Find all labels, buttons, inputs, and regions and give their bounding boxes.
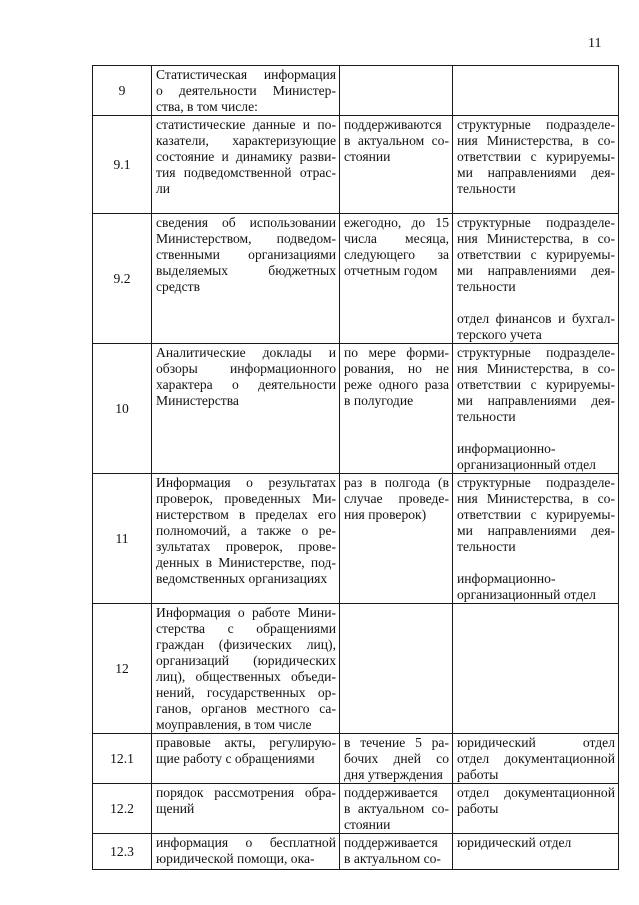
- row-number: 10: [93, 344, 152, 474]
- responsible-line: ми направлениями дея-: [457, 393, 615, 408]
- description-line: характера о деятельности: [156, 377, 336, 392]
- period-cell: [340, 344, 453, 474]
- period-cell: [340, 734, 453, 784]
- period-line: реже одного раза: [344, 377, 449, 392]
- description-line: о деятельности Министер-: [156, 83, 336, 98]
- description-line: проверок, проведенных Ми-: [156, 491, 336, 506]
- responsible-line: информационно-: [457, 571, 556, 586]
- period-line: в актуальном со-: [344, 133, 449, 148]
- description-line: средств: [156, 279, 200, 294]
- description-line: казатели, характеризующие: [156, 133, 336, 148]
- row-number: 9.1: [93, 116, 152, 214]
- description-line: граждан (физических лиц),: [156, 637, 336, 652]
- description-line: нений, государственных ор-: [156, 685, 336, 700]
- table-row: [93, 344, 619, 474]
- description-line: обзоры информационного: [156, 361, 336, 376]
- description-line: информация о бесплатной: [156, 835, 336, 850]
- table-row: [93, 734, 619, 784]
- row-number: 12: [93, 604, 152, 734]
- table-row: [93, 214, 619, 344]
- responsible-line: структурные подразделе-: [457, 117, 615, 132]
- responsible-cell: [453, 604, 619, 734]
- responsible-line: тельности: [457, 279, 516, 294]
- description-line: моуправления, в том числе: [156, 717, 312, 732]
- table-row: [93, 116, 619, 214]
- description-line: Аналитические доклады и: [156, 345, 336, 360]
- description-line: ства, в том числе:: [156, 99, 258, 114]
- responsible-line: ответствии с курируемы-: [457, 149, 615, 164]
- period-line: в актуальном со-: [344, 851, 441, 866]
- description-line: сведения об использовании: [156, 215, 336, 230]
- disclosure-table: [92, 65, 619, 870]
- responsible-line: структурные подразделе-: [457, 475, 615, 490]
- description-line: стерства с обращениями: [156, 621, 336, 636]
- description-line: нистерством в пределах его: [156, 507, 336, 522]
- description-cell: [152, 214, 340, 344]
- description-cell: [152, 734, 340, 784]
- period-line: в полугодие: [344, 393, 414, 408]
- description-line: тия подведомственной отрас-: [156, 165, 336, 180]
- spacer: [457, 425, 615, 441]
- period-line: дня утверждения: [344, 767, 443, 782]
- responsible-line: информационно-: [457, 441, 556, 456]
- responsible-cell: [453, 834, 619, 870]
- description-cell: [152, 474, 340, 604]
- description-line: состояние и динамику разви-: [156, 149, 336, 164]
- row-number: 9.2: [93, 214, 152, 344]
- table-row: [93, 66, 619, 116]
- description-line: Министерством, подведом-: [156, 231, 336, 246]
- period-line: по мере форми-: [344, 345, 449, 360]
- description-cell: [152, 604, 340, 734]
- responsible-line: отдел документационной: [457, 785, 615, 800]
- description-line: зультатах проверок, прове-: [156, 539, 336, 554]
- description-line: Информация о результатах: [156, 475, 336, 490]
- period-line: стоянии: [344, 817, 391, 832]
- description-line: лиц), общественных объеди-: [156, 669, 336, 684]
- table-row: [93, 474, 619, 604]
- description-line: щений: [156, 801, 195, 816]
- period-cell: [340, 784, 453, 834]
- period-cell: [340, 116, 453, 214]
- responsible-line: терского учета: [457, 327, 542, 342]
- period-line: ежегодно, до 15: [344, 215, 449, 230]
- description-line: ганов, органов местного са-: [156, 701, 336, 716]
- table-row: [93, 604, 619, 734]
- responsible-line: тельности: [457, 409, 516, 424]
- responsible-line: ния Министерства, в со-: [457, 361, 615, 376]
- row-number: 12.2: [93, 784, 152, 834]
- responsible-line: тельности: [457, 539, 516, 554]
- responsible-line: ми направлениями дея-: [457, 263, 615, 278]
- period-cell: [340, 474, 453, 604]
- period-line: стоянии: [344, 149, 391, 164]
- description-line: правовые акты, регулирую-: [156, 735, 336, 750]
- responsible-line: ния Министерства, в со-: [457, 491, 615, 506]
- responsible-line: структурные подразделе-: [457, 215, 615, 230]
- description-line: Министерства: [156, 393, 239, 408]
- row-number: 9: [93, 66, 152, 116]
- description-line: щие работу с обращениями: [156, 751, 315, 766]
- period-line: в актуальном со-: [344, 801, 449, 816]
- responsible-line: ния Министерства, в со-: [457, 133, 615, 148]
- description-line: статистические данные и по-: [156, 117, 336, 132]
- responsible-line: ответствии с курируемы-: [457, 377, 615, 392]
- period-line: в течение 5 ра-: [344, 735, 449, 750]
- responsible-line: структурные подразделе-: [457, 345, 615, 360]
- row-number: 12.3: [93, 834, 152, 870]
- responsible-cell: [453, 784, 619, 834]
- responsible-line: организационный отдел: [457, 457, 596, 472]
- responsible-line: ответствии с курируемы-: [457, 247, 615, 262]
- period-cell: [340, 66, 453, 116]
- responsible-line: работы: [457, 767, 499, 782]
- period-line: поддерживаются: [344, 117, 442, 132]
- responsible-cell: [453, 734, 619, 784]
- period-line: ния проверок): [344, 507, 427, 522]
- responsible-line: юридический отдел: [457, 735, 615, 750]
- period-line: случае проведе-: [344, 491, 449, 506]
- description-cell: [152, 66, 340, 116]
- description-line: ственными организациями: [156, 247, 336, 262]
- period-line: отчетным годом: [344, 263, 438, 278]
- responsible-line: отдел документационной: [457, 751, 615, 766]
- row-number: 11: [93, 474, 152, 604]
- description-cell: [152, 784, 340, 834]
- period-line: поддерживается: [344, 785, 438, 800]
- period-line: поддерживается: [344, 835, 438, 850]
- description-line: Информация о работе Мини-: [156, 605, 336, 620]
- responsible-line: юридический отдел: [457, 835, 572, 850]
- period-cell: [340, 834, 453, 870]
- description-line: Статистическая информация: [156, 67, 336, 82]
- responsible-cell: [453, 66, 619, 116]
- responsible-line: ми направлениями дея-: [457, 165, 615, 180]
- period-cell: [340, 604, 453, 734]
- table-row: [93, 784, 619, 834]
- responsible-line: тельности: [457, 181, 516, 196]
- description-line: полномочий, а также о ре-: [156, 523, 336, 538]
- responsible-cell: [453, 474, 619, 604]
- description-line: организаций (юридических: [156, 653, 336, 668]
- responsible-line: работы: [457, 801, 499, 816]
- description-line: ли: [156, 181, 171, 196]
- responsible-line: ми направлениями дея-: [457, 523, 615, 538]
- description-line: выделяемых бюджетных: [156, 263, 336, 278]
- responsible-cell: [453, 344, 619, 474]
- page-number: 11: [588, 36, 602, 51]
- description-cell: [152, 344, 340, 474]
- responsible-line: организационный отдел: [457, 587, 596, 602]
- description-line: юридической помощи, ока-: [156, 851, 315, 866]
- description-line: денных в Министерстве, под-: [156, 555, 336, 570]
- description-line: ведомственных организациях: [156, 571, 328, 586]
- period-line: числа месяца,: [344, 231, 449, 246]
- spacer: [457, 555, 615, 571]
- spacer: [457, 295, 615, 311]
- period-line: раз в полгода (в: [344, 475, 449, 490]
- description-cell: [152, 116, 340, 214]
- responsible-line: ния Министерства, в со-: [457, 231, 615, 246]
- description-cell: [152, 834, 340, 870]
- responsible-cell: [453, 116, 619, 214]
- description-line: порядок рассмотрения обра-: [156, 785, 336, 800]
- period-line: бочих дней со: [344, 751, 449, 766]
- table-row: [93, 834, 619, 870]
- responsible-line: отдел финансов и бухгал-: [457, 311, 615, 326]
- period-cell: [340, 214, 453, 344]
- responsible-line: ответствии с курируемы-: [457, 507, 615, 522]
- responsible-cell: [453, 214, 619, 344]
- period-line: следующего за: [344, 247, 449, 262]
- row-number: 12.1: [93, 734, 152, 784]
- period-line: рования, но не: [344, 361, 449, 376]
